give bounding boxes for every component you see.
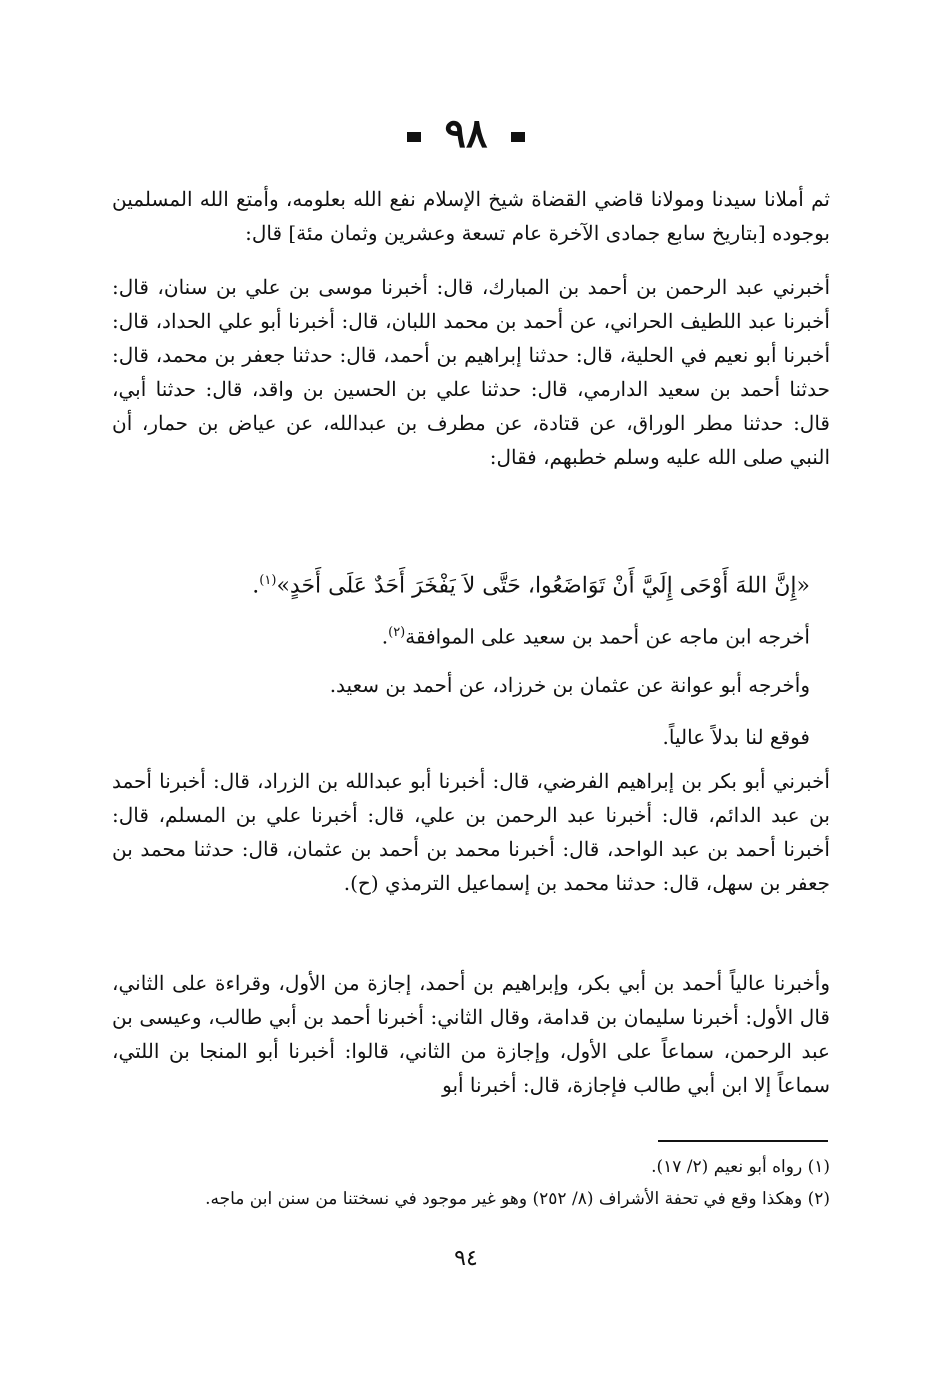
footnote-ref-2: (٢) [388,625,406,640]
footnote-1: (١) رواه أبو نعيم (٢/ ١٧). [651,1157,830,1177]
page-number: ٩٤ [454,1246,478,1271]
footnote-separator [658,1140,828,1142]
badal-note: فوقع لنا بدلاً عالياً. [662,725,810,749]
takhrij-ibn-majah: أخرجه ابن ماجه عن أحمد بن سعيد على الموافقة$^{(٢)}$. [381,624,810,649]
paragraph-dictation: ثم أملانا سيدنا ومولانا قاضي القضاة شيخ الإسلام نفع الله بعلومه، وأمتع الله المسلمين بوجوده [بتاريخ سابع جمادى الآخرة عام تسعة وعشرين وثمان مئة] قال: [112,187,830,245]
page-header [0,110,932,157]
footnote-ref-1: (١) [259,573,277,588]
paragraph-isnad-3: وأخبرنا عالياً أحمد بن أبي بكر، وإبراهيم بن أحمد، إجازة من الأول، وقراءة على الثاني، قال الأول: أخبرنا سليمان بن قدامة، وقال الثاني: أخبرنا أحمد بن أبي طالب، وعيسى بن عبد الرحمن، سماعاً على الأول، وإجازة من الثاني، قالوا: أخبرنا أبو المنجا بن اللتي، سماعاً إلا ابن أبي طالب فإجازة، قال: أخبرنا أبو [112,971,830,1097]
takhrij-abu-awana: وأخرجه أبو عوانة عن عثمان بن خرزاد، عن أحمد بن سعيد. [329,673,810,697]
header-dash-left [407,132,421,142]
hadith-text: «إِنَّ اللهَ أَوْحَى إِلَيَّ أَنْ تَوَاضَعُوا، حَتَّى لاَ يَفْخَرَ أَحَدٌ عَلَى أَحَدٍ»$^{(١)}$. [252,573,810,599]
paragraph-isnad-2: أخبرني أبو بكر بن إبراهيم الفرضي، قال: أخبرنا أبو عبدالله بن الزراد، قال: أخبرنا أحمد بن عبد الدائم، قال: أخبرنا عبد الرحمن بن علي، قال: أخبرنا علي بن المسلم، قال: أخبرنا أحمد بن عبد الواحد، قال: أخبرنا محمد بن أحمد بن عثمان، قال: حدثنا محمد بن جعفر بن سهل، قال: حدثنا محمد بن إسماعيل الترمذي (ح). [112,769,830,895]
header-page-marker: ٩٨ [444,110,488,157]
hadith-quote: «إِنَّ اللهَ أَوْحَى إِلَيَّ أَنْ تَوَاضَعُوا، حَتَّى لاَ يَفْخَرَ أَحَدٌ عَلَى أَحَدٍ» [276,573,810,599]
header-dash-right [511,132,525,142]
paragraph-isnad-1: أخبرني عبد الرحمن بن أحمد بن المبارك، قال: أخبرنا موسى بن علي بن سنان، قال: أخبرنا عبد اللطيف الحراني، عن أحمد بن محمد اللبان، قال: أخبرنا أبو علي الحداد، قال: أخبرنا أبو نعيم في الحلية، قال: حدثنا إبراهيم بن أحمد، قال: حدثنا جعفر بن محمد، قال: حدثنا أحمد بن سعيد الدارمي، قال: حدثنا علي بن الحسين بن واقد، قال: حدثنا أبي، قال: حدثنا مطر الوراق، عن قتادة، عن مطرف بن عبدالله، عن عياض بن حمار، أن النبي صلى الله عليه وسلم خطبهم، فقال: [112,275,830,469]
takhrij-ibn-majah-text: أخرجه ابن ماجه عن أحمد بن سعيد على الموافقة [405,624,810,649]
footnote-2: (٢) وهكذا وقع في تحفة الأشراف (٨/ ٢٥٢) وهو غير موجود في نسختنا من سنن ابن ماجه. [205,1189,830,1209]
